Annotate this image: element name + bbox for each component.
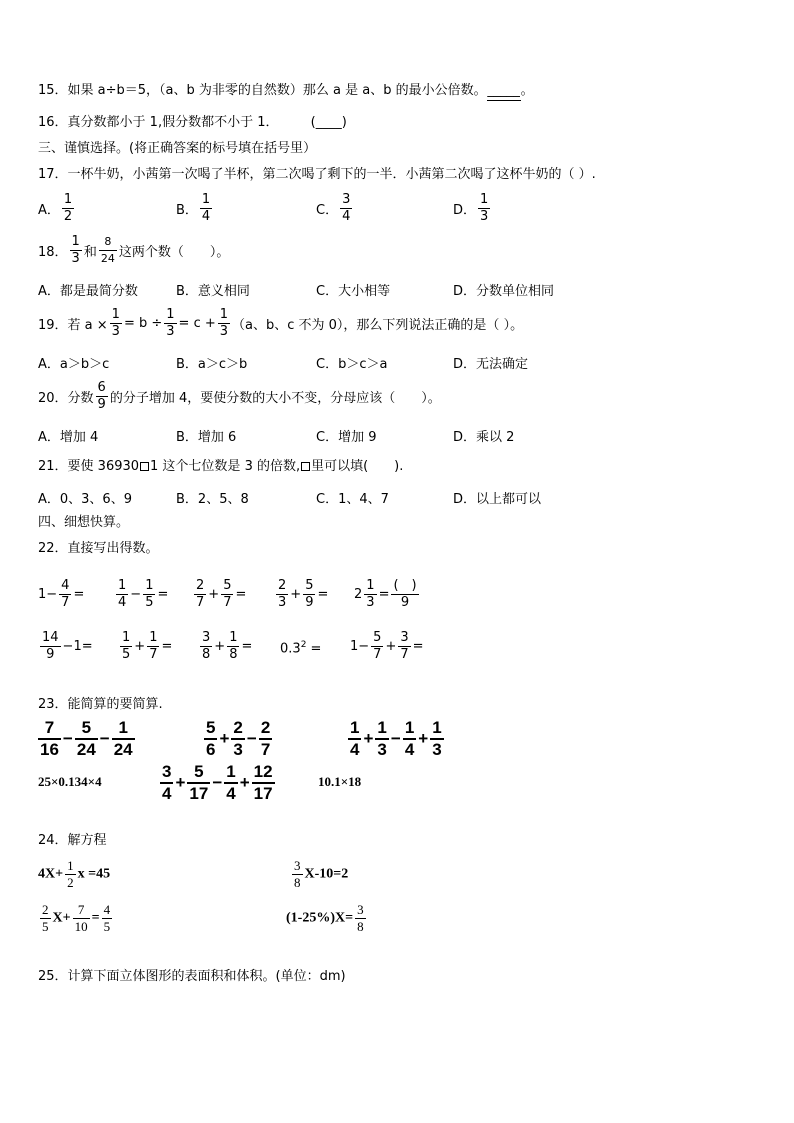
option-a[interactable]: A． $\frac{1}{2}$ — [38, 192, 73, 224]
calc-item: $\frac{1}{4}$ + $\frac{1}{3}$ − $\frac{1}{4}$ + $\frac{1}{3}$ — [350, 718, 442, 759]
option-b[interactable]: B．意义相同 — [176, 284, 250, 299]
calc-item: $\frac{7}{16}$ − $\frac{5}{24}$ − $\frac{1}{24}$ — [40, 718, 133, 759]
question-16: 16．真分数都小于 1,假分数都不小于 1． (____) — [38, 115, 347, 130]
option-b[interactable]: B．2、5、8 — [176, 492, 249, 507]
option-b[interactable]: B．增加 6 — [176, 430, 237, 445]
answer-blank[interactable]: _____ — [487, 82, 521, 101]
option-a[interactable]: A．0、3、6、9 — [38, 492, 132, 507]
question-25: 25．计算下面立体图形的表面积和体积。(单位：dm) — [38, 969, 346, 984]
box-icon — [301, 462, 310, 471]
option-c[interactable]: C．1、4、7 — [316, 492, 389, 507]
question-17: 17．一杯牛奶，小茜第一次喝了半杯，第二次喝了剩下的一半．小茜第二次喝了这杯牛奶的（ ）. — [38, 167, 596, 182]
question-21: 21．要使 36930 1 这个七位数是 3 的倍数, 里可以填( ). — [38, 459, 404, 474]
calc-item: $\frac{3}{8}$ + $\frac{1}{8}$ = — [202, 630, 253, 662]
equation: (1-25%)X= $\frac{3}{8}$ — [286, 902, 364, 934]
section-heading-3: 三、谨慎选择。(将正确答案的标号填在括号里） — [38, 141, 317, 156]
calc-item: $\frac{1}{5}$ + $\frac{1}{7}$ = — [122, 630, 173, 662]
calc-item: $\frac{1}{4}$ − $\frac{1}{5}$ = — [118, 578, 169, 610]
fraction: $\frac{6}{9}$ — [97, 380, 106, 412]
calc-item: $\frac{2}{3}$ + $\frac{5}{9}$ = — [278, 578, 329, 610]
section-heading-4: 四、细想快算。 — [38, 515, 130, 530]
option-d[interactable]: D．乘以 2 — [453, 430, 515, 445]
question-18: 18． $\frac{1}{3}$ 和 $\frac{8}{24}$ 这两个数（ ）。 — [38, 234, 230, 266]
equation: $\frac{3}{8}$ X-10=2 — [294, 858, 349, 890]
calc-item: 1− $\frac{4}{7}$ = — [38, 578, 85, 610]
answer-blank[interactable]: (____) — [310, 115, 347, 130]
option-d[interactable]: D．分数单位相同 — [453, 284, 555, 299]
option-d[interactable]: D．以上都可以 — [453, 492, 542, 507]
option-c[interactable]: C．大小相等 — [316, 284, 391, 299]
answer-blank[interactable]: $\frac{( )}{9}$ — [393, 578, 417, 610]
fraction: $\frac{1}{2}$ — [63, 192, 73, 224]
calc-item: $\frac{3}{4}$ + $\frac{5}{17}$ − $\frac{1}{4}$ + $\frac{12}{17}$ — [162, 762, 273, 803]
option-a[interactable]: A．a＞b＞c — [38, 357, 110, 372]
fraction: $\frac{1}{3}$ — [166, 307, 175, 339]
question-15: 15．如果 a÷b＝5，（a、b 为非零的自然数）那么 a 是 a、b 的最小公倍数。_____。 — [38, 82, 534, 101]
option-d[interactable]: D． $\frac{1}{3}$ — [453, 192, 489, 224]
fraction: $\frac{1}{4}$ — [201, 192, 211, 224]
question-24-title: 24．解方程 — [38, 833, 107, 848]
option-a[interactable]: A．都是最简分数 — [38, 284, 138, 299]
fraction: $\frac{1}{3}$ — [480, 192, 489, 224]
question-19: 19．若 a × $\frac{1}{3}$ = b ÷ $\frac{1}{3}$ = c + $\frac{1}{3}$ （a、b、c 不为 0），那么下列说法正确的是（ ）。 — [38, 307, 524, 339]
option-a[interactable]: A．增加 4 — [38, 430, 99, 445]
question-20: 20．分数 $\frac{6}{9}$ 的分子增加 4，要使分数的大小不变，分母应该（ ）。 — [38, 380, 441, 412]
calc-item: 1− $\frac{5}{7}$ + $\frac{3}{7}$ = — [350, 630, 424, 662]
calc-item: 25×0.134×4 — [38, 774, 102, 789]
option-c[interactable]: C． $\frac{3}{4}$ — [316, 192, 351, 224]
question-23-title: 23．能简算的要简算. — [38, 697, 163, 712]
calc-item: $\frac{5}{6}$ + $\frac{2}{3}$ − $\frac{2}{7}$ — [206, 718, 271, 759]
calc-item: $\frac{2}{7}$ + $\frac{5}{7}$ = — [196, 578, 247, 610]
option-b[interactable]: B．a＞c＞b — [176, 357, 248, 372]
option-c[interactable]: C．增加 9 — [316, 430, 377, 445]
fraction: $\frac{1}{3}$ — [111, 307, 120, 339]
option-b[interactable]: B． $\frac{1}{4}$ — [176, 192, 211, 224]
fraction: $\frac{1}{3}$ — [219, 307, 229, 339]
fraction: $\frac{8}{24}$ — [100, 235, 115, 265]
calc-item: 2 $\frac{1}{3}$ = $\frac{( )}{9}$ — [354, 578, 417, 610]
fraction: $\frac{3}{4}$ — [342, 192, 351, 224]
fraction: $\frac{1}{3}$ — [71, 234, 80, 266]
option-d[interactable]: D．无法确定 — [453, 357, 529, 372]
equation: $\frac{2}{5}$ X+ $\frac{7}{10}$ = $\frac{4}{5}$ — [42, 902, 111, 934]
option-c[interactable]: C．b＞c＞a — [316, 357, 388, 372]
question-22-title: 22．直接写出得数。 — [38, 541, 159, 556]
calc-item: $\frac{14}{9}$ −1= — [42, 630, 93, 662]
box-icon — [140, 462, 149, 471]
equation: 4X+ $\frac{1}{2}$ x =45 — [38, 858, 111, 890]
calc-item: $0.3^2$ = — [280, 640, 322, 657]
calc-item: 10.1×18 — [318, 774, 362, 789]
